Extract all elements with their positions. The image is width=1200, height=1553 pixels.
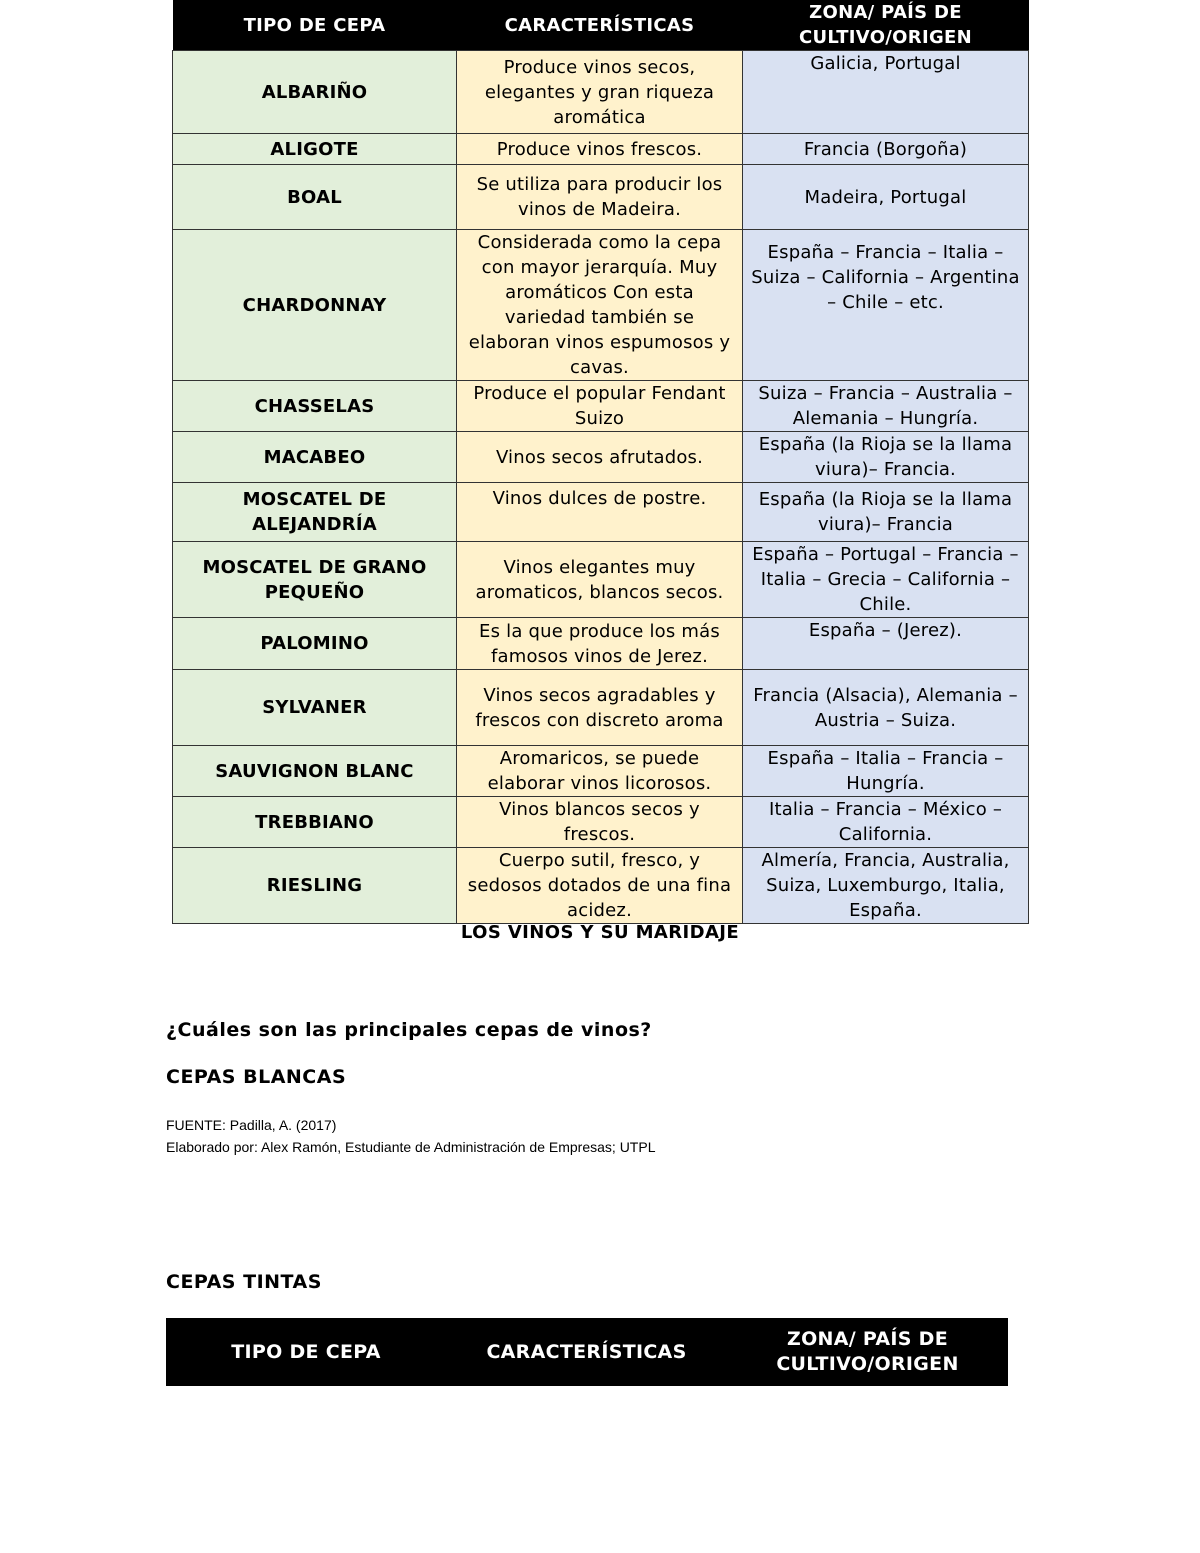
cepa-characteristics: Vinos blancos secos y frescos. [457, 797, 743, 848]
cepa-name: SYLVANER [173, 670, 457, 746]
cepa-zone: España (la Rioja se la llama viura)– Francia. [743, 432, 1029, 483]
cepa-zone: Francia (Alsacia), Alemania – Austria – Suiza. [743, 670, 1029, 746]
cepa-zone: Suiza – Francia – Australia – Alemania – Hungría. [743, 381, 1029, 432]
cepa-characteristics: Vinos elegantes muy aromaticos, blancos secos. [457, 542, 743, 618]
cepa-characteristics: Es la que produce los más famosos vinos de Jerez. [457, 618, 743, 670]
question-heading: ¿Cuáles son las principales cepas de vinos? [166, 1019, 652, 1041]
header-tipo-de-cepa: TIPO DE CEPA [173, 0, 457, 51]
table-row [173, 746, 1029, 797]
white-grapes-table [172, 0, 1029, 924]
cepa-zone: España (la Rioja se la llama viura)– Francia [743, 483, 1029, 542]
author-note: Elaborado por: Alex Ramón, Estudiante de Administración de Empresas; UTPL [166, 1139, 656, 1155]
cepa-name: MACABEO [173, 432, 457, 483]
cepa-zone: Italia – Francia – México – California. [743, 797, 1029, 848]
source-note: FUENTE: Padilla, A. (2017) [166, 1117, 337, 1133]
table-row [173, 230, 1029, 381]
table-row [173, 432, 1029, 483]
section-heading-white: CEPAS BLANCAS [166, 1066, 347, 1088]
cepa-characteristics: Cuerpo sutil, fresco, y sedosos dotados de una fina acidez. [457, 848, 743, 924]
table-header-row [173, 0, 1029, 51]
cepa-name: PALOMINO [173, 618, 457, 670]
header-caracteristicas: CARACTERÍSTICAS [446, 1318, 727, 1386]
cepa-zone: España – (Jerez). [743, 618, 1029, 670]
table-row [173, 618, 1029, 670]
cepa-name: BOAL [173, 165, 457, 230]
table-row [173, 848, 1029, 924]
header-tipo-de-cepa: TIPO DE CEPA [166, 1318, 446, 1386]
header-caracteristicas: CARACTERÍSTICAS [457, 0, 743, 51]
cepa-zone: Almería, Francia, Australia, Suiza, Luxemburgo, Italia, España. [743, 848, 1029, 924]
cepa-zone: España – Portugal – Francia – Italia – Grecia – California – Chile. [743, 542, 1029, 618]
cepa-name: SAUVIGNON BLANC [173, 746, 457, 797]
cepa-name: RIESLING [173, 848, 457, 924]
cepa-name: CHARDONNAY [173, 230, 457, 381]
table-row [173, 381, 1029, 432]
header-zona-pais: ZONA/ PAÍS DE CULTIVO/ORIGEN [727, 1318, 1008, 1386]
cepa-name: ALBARIÑO [173, 51, 457, 134]
cepa-characteristics: Produce el popular Fendant Suizo [457, 381, 743, 432]
cepa-characteristics: Vinos secos agradables y frescos con discreto aroma [457, 670, 743, 746]
table-row [173, 483, 1029, 542]
cepa-name: MOSCATEL DE GRANO PEQUEÑO [173, 542, 457, 618]
cepa-zone: Francia (Borgoña) [743, 134, 1029, 165]
header-zona-pais: ZONA/ PAÍS DE CULTIVO/ORIGEN [743, 0, 1029, 51]
cepa-characteristics: Vinos dulces de postre. [457, 483, 743, 542]
cepa-characteristics: Produce vinos secos, elegantes y gran riqueza aromática [457, 51, 743, 134]
table-row [173, 797, 1029, 848]
table-row [173, 165, 1029, 230]
table-row [173, 670, 1029, 746]
cepa-characteristics: Produce vinos frescos. [457, 134, 743, 165]
cepa-zone: Galicia, Portugal [743, 51, 1029, 134]
cepa-characteristics: Vinos secos afrutados. [457, 432, 743, 483]
red-grapes-table [166, 1318, 1008, 1386]
cepa-name: CHASSELAS [173, 381, 457, 432]
cepa-zone: España – Francia – Italia – Suiza – California – Argentina – Chile – etc. [743, 230, 1029, 381]
cepa-characteristics: Se utiliza para producir los vinos de Madeira. [457, 165, 743, 230]
cepa-characteristics: Aromaricos, se puede elaborar vinos licorosos. [457, 746, 743, 797]
table-row [173, 542, 1029, 618]
table-header-row [166, 1318, 1008, 1386]
cepa-name: ALIGOTE [173, 134, 457, 165]
section-heading-red: CEPAS TINTAS [166, 1271, 322, 1293]
table-caption: LOS VINOS Y SU MARIDAJE [460, 922, 740, 943]
cepa-characteristics: Considerada como la cepa con mayor jerarquía. Muy aromáticos Con esta variedad también se elaboran vinos espumosos y cavas. [457, 230, 743, 381]
table-row [173, 51, 1029, 134]
cepa-zone: Madeira, Portugal [743, 165, 1029, 230]
table-row [173, 134, 1029, 165]
cepa-zone: España – Italia – Francia – Hungría. [743, 746, 1029, 797]
cepa-name: TREBBIANO [173, 797, 457, 848]
cepa-name: MOSCATEL DE ALEJANDRÍA [173, 483, 457, 542]
